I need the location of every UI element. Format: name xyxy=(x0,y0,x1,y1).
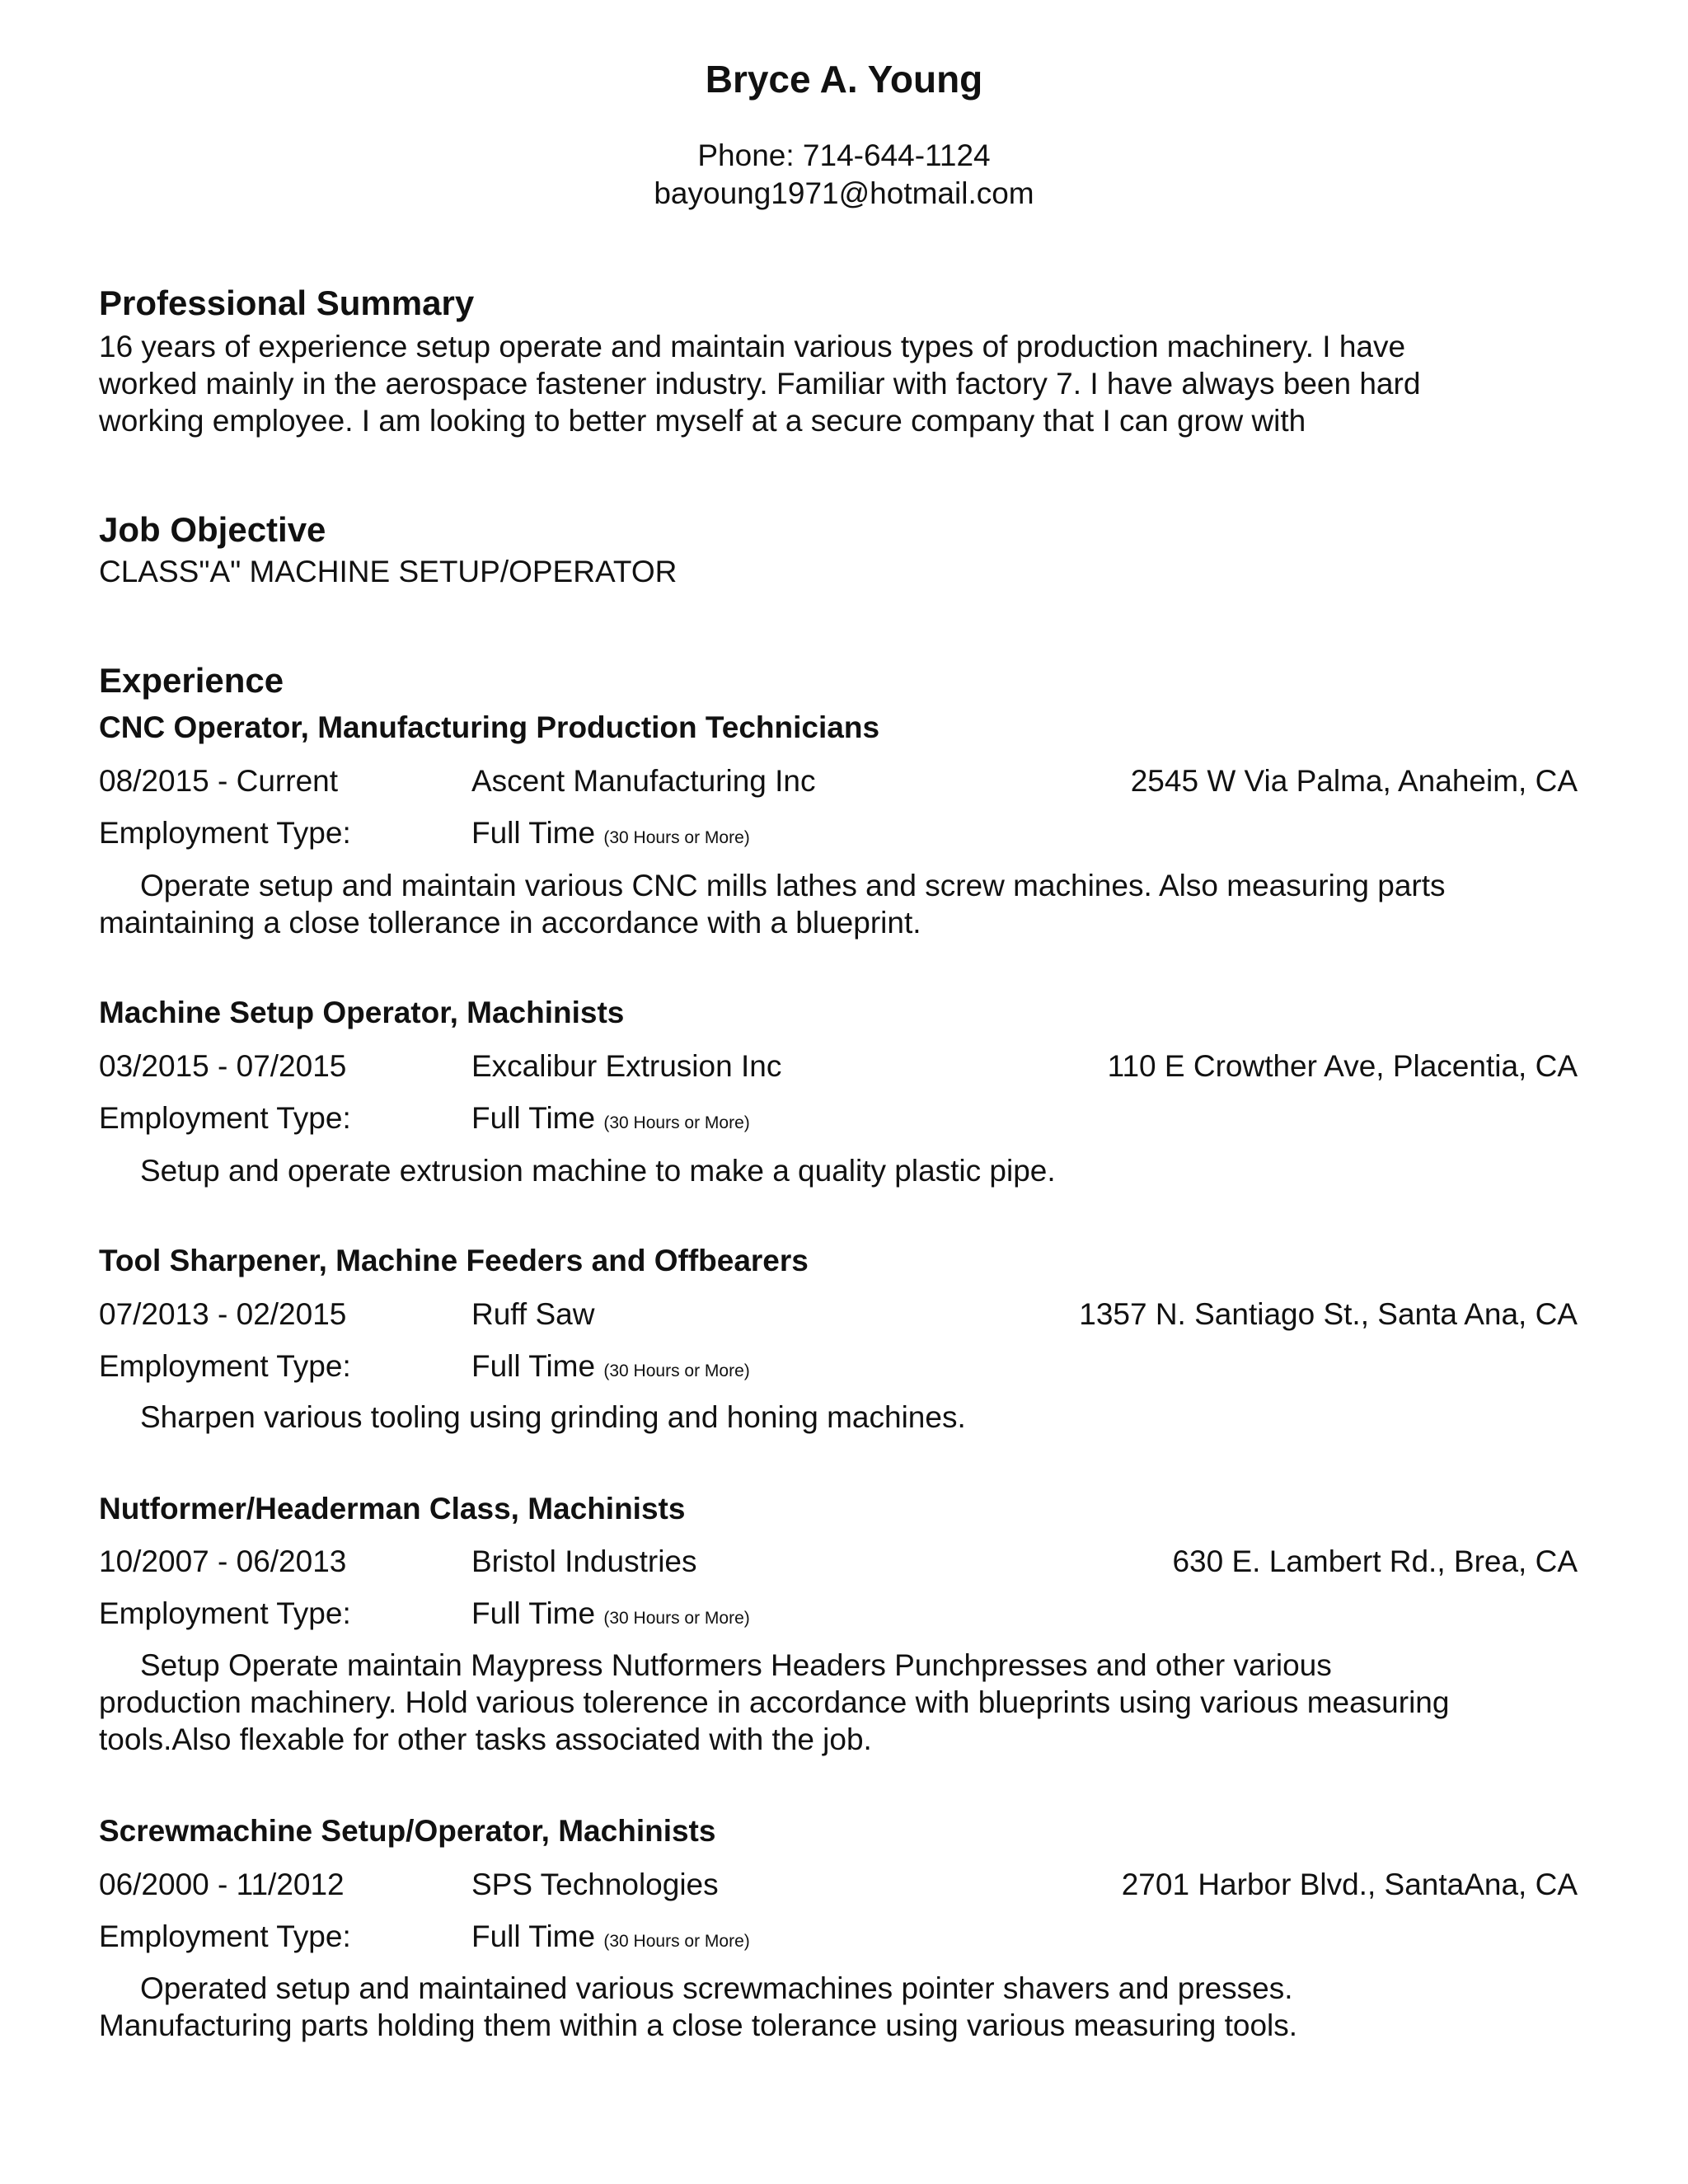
job-dates: 10/2007 - 06/2013 xyxy=(99,1544,347,1578)
employment-type-note: (30 Hours or More) xyxy=(603,828,750,847)
job-company: Ascent Manufacturing Inc xyxy=(471,764,816,798)
email-address: bayoung1971@hotmail.com xyxy=(654,176,1034,210)
objective-heading: Job Objective xyxy=(99,510,326,549)
employment-type-row xyxy=(99,1918,1578,1956)
employment-type-value xyxy=(471,1595,750,1638)
employment-type-value xyxy=(471,814,750,857)
job-location: 110 E Crowther Ave, Placentia, CA xyxy=(1107,1049,1578,1083)
employment-type-label: Employment Type: xyxy=(99,1101,351,1135)
job-location: 2545 W Via Palma, Anaheim, CA xyxy=(1130,764,1578,798)
job-info-row xyxy=(99,1296,1578,1333)
summary-line: working employee. I am looking to better myself at a secure company that I can grow with xyxy=(99,404,1306,438)
job-description-line: Setup and operate extrusion machine to make a quality plastic pipe. xyxy=(140,1154,1056,1188)
phone-number: Phone: 714-644-1124 xyxy=(697,138,991,172)
objective-text: CLASS"A" MACHINE SETUP/OPERATOR xyxy=(99,555,678,588)
employment-type-row xyxy=(99,1347,1578,1385)
job-description-line: Manufacturing parts holding them within a close tolerance using various measuring tools. xyxy=(99,2008,1298,2042)
summary-text xyxy=(99,328,1582,439)
job-description-line: Setup Operate maintain Maypress Nutformers Headers Punchpresses and other various xyxy=(140,1648,1332,1682)
employment-type-value xyxy=(471,1099,750,1142)
job-description xyxy=(99,1399,1582,1436)
employment-type: Full Time xyxy=(471,816,596,850)
job-dates: 07/2013 - 02/2015 xyxy=(99,1297,347,1331)
employment-type-row xyxy=(99,814,1578,852)
employment-type-label: Employment Type: xyxy=(99,1596,351,1630)
employment-type-row xyxy=(99,1595,1578,1633)
job-description-line: tools.Also flexable for other tasks associated with the job. xyxy=(99,1722,872,1756)
experience-heading: Experience xyxy=(99,661,284,700)
job-company: Bristol Industries xyxy=(471,1544,697,1578)
job-company: Excalibur Extrusion Inc xyxy=(471,1049,782,1083)
job-location: 2701 Harbor Blvd., SantaAna, CA xyxy=(1121,1868,1578,1901)
employment-type-note: (30 Hours or More) xyxy=(603,1932,750,1951)
employment-type: Full Time xyxy=(471,1349,596,1383)
job-title: Nutformer/Headerman Class, Machinists xyxy=(99,1492,686,1526)
job-description-line: production machinery. Hold various tolerence in accordance with blueprints using various measuring xyxy=(99,1685,1450,1719)
job-info-row xyxy=(99,762,1578,800)
job-dates: 08/2015 - Current xyxy=(99,764,339,798)
summary-line: worked mainly in the aerospace fastener industry. Familiar with factory 7. I have always been hard xyxy=(99,367,1421,401)
job-info-row xyxy=(99,1047,1578,1085)
summary-line: 16 years of experience setup operate and maintain various types of production machinery. I have xyxy=(99,330,1406,363)
job-title: Machine Setup Operator, Machinists xyxy=(99,996,625,1029)
job-title: Screwmachine Setup/Operator, Machinists xyxy=(99,1814,716,1848)
employment-type-note: (30 Hours or More) xyxy=(603,1113,750,1132)
employment-type: Full Time xyxy=(471,1919,596,1953)
employment-type-value xyxy=(471,1347,750,1390)
job-location: 1357 N. Santiago St., Santa Ana, CA xyxy=(1079,1297,1578,1331)
job-dates: 06/2000 - 11/2012 xyxy=(99,1868,345,1901)
employment-type-value xyxy=(471,1918,750,1961)
employment-type: Full Time xyxy=(471,1596,596,1630)
job-description xyxy=(99,1970,1582,2044)
job-company: SPS Technologies xyxy=(471,1868,719,1901)
job-info-row xyxy=(99,1866,1578,1904)
summary-heading: Professional Summary xyxy=(99,284,475,322)
job-description xyxy=(99,867,1582,941)
job-location: 630 E. Lambert Rd., Brea, CA xyxy=(1172,1544,1578,1578)
employment-type: Full Time xyxy=(471,1101,596,1135)
job-info-row xyxy=(99,1543,1578,1581)
job-title: Tool Sharpener, Machine Feeders and Offbearers xyxy=(99,1244,809,1277)
job-description-line: Sharpen various tooling using grinding and honing machines. xyxy=(140,1400,966,1434)
job-description xyxy=(99,1152,1582,1189)
employment-type-row xyxy=(99,1099,1578,1137)
candidate-name: Bryce A. Young xyxy=(705,58,983,101)
employment-type-label: Employment Type: xyxy=(99,1349,351,1383)
job-dates: 03/2015 - 07/2015 xyxy=(99,1049,347,1083)
employment-type-note: (30 Hours or More) xyxy=(603,1609,750,1628)
job-description xyxy=(99,1647,1582,1758)
job-description-line: maintaining a close tollerance in accordance with a blueprint. xyxy=(99,906,921,940)
job-description-line: Operated setup and maintained various screwmachines pointer shavers and presses. xyxy=(140,1971,1293,2005)
employment-type-label: Employment Type: xyxy=(99,1919,351,1953)
job-description-line: Operate setup and maintain various CNC mills lathes and screw machines. Also measuring parts xyxy=(140,869,1446,902)
job-title: CNC Operator, Manufacturing Production Technicians xyxy=(99,710,880,744)
employment-type-label: Employment Type: xyxy=(99,816,351,850)
job-company: Ruff Saw xyxy=(471,1297,595,1331)
employment-type-note: (30 Hours or More) xyxy=(603,1361,750,1380)
